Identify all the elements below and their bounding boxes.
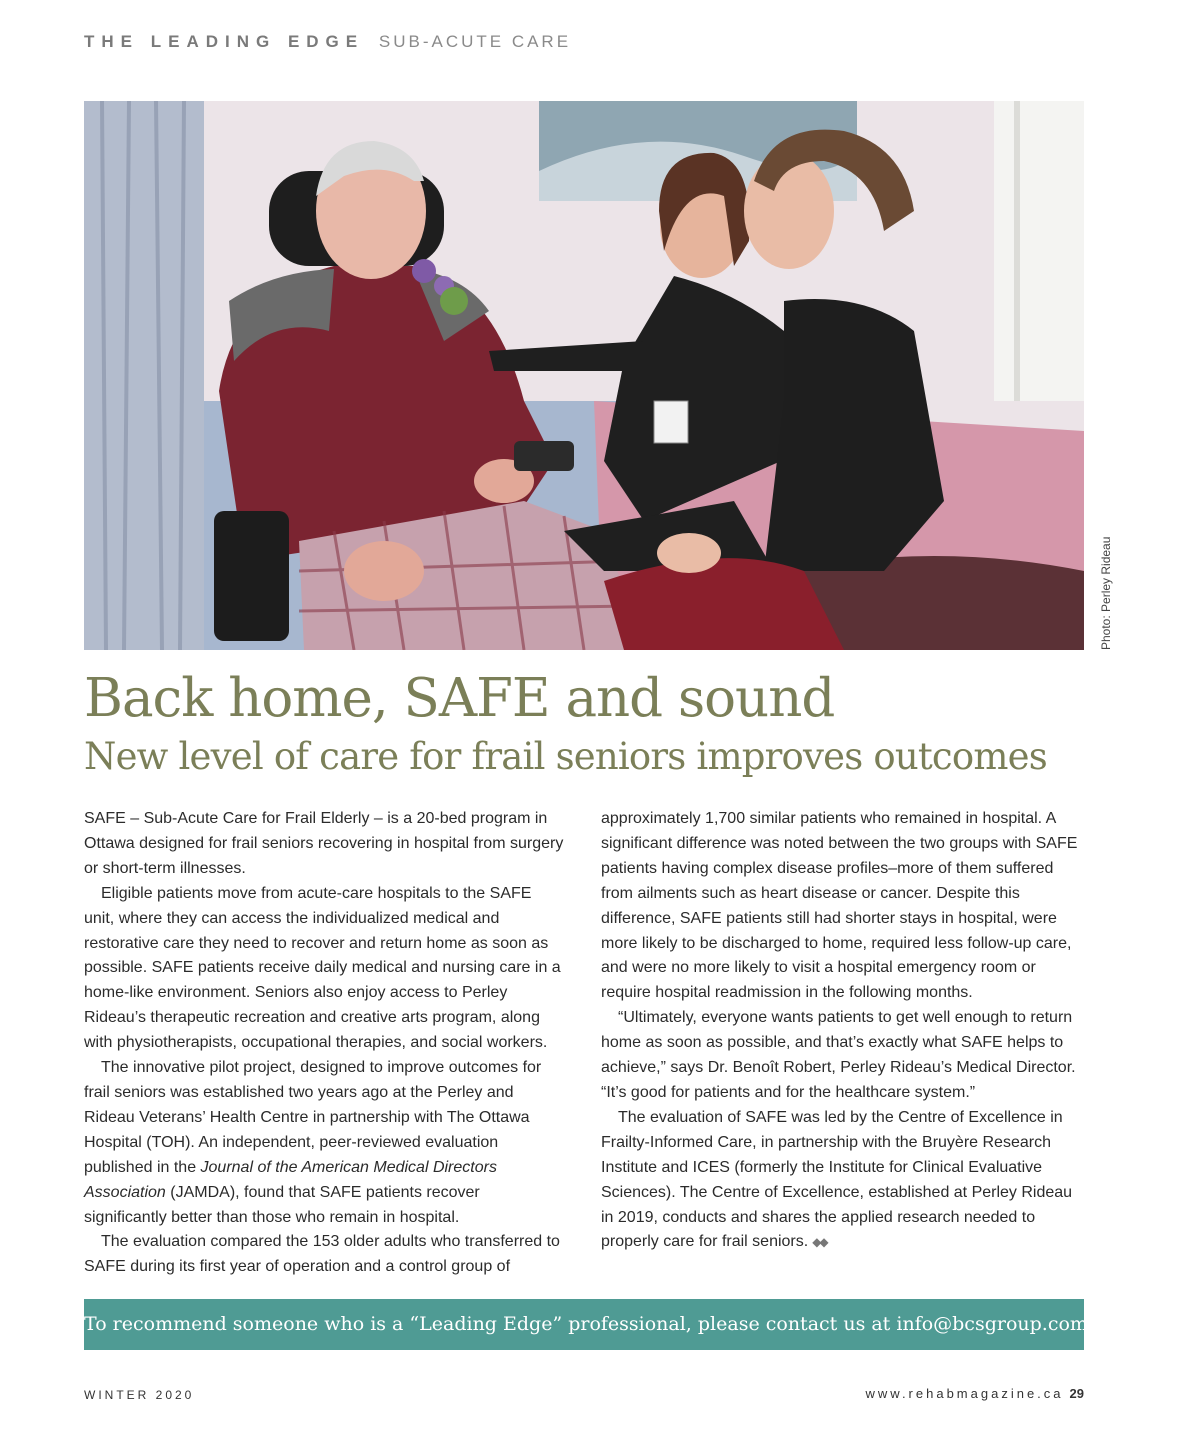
article-column-right [601,807,1086,1255]
issue-label: WINTER 2020 [84,1388,195,1402]
paragraph [601,1106,1086,1255]
journal-title: Journal of the American Medical Directors Association [84,1158,497,1201]
photo-credit: Photo: Perley Rideau [1099,536,1113,650]
paragraph [84,1056,564,1230]
paragraph: “Ultimately, everyone wants patients to get well enough to return home as soon as possible, and that’s exactly what SAFE helps to achieve,” says Dr. Benoît Robert, Perley Rideau’s Medical Director. “It’s good for patients and for the healthcare system.” [601,1009,1076,1101]
article-photo [84,101,1084,650]
paragraph-text: The innovative pilot project, designed to improve outcomes for frail seniors was established two years ago at the Perley and Rideau Veterans’ Health Centre in partnership with The Ottawa Hospital (TOH). An independent, peer-reviewed evaluation published in the [84,1059,542,1176]
paragraph-text: (JAMDA), found that SAFE patients recover significantly better than those who remain in hospital. [84,1183,480,1226]
end-of-article-icon: ◆◆ [812,1235,827,1250]
running-header [84,32,571,52]
page-footer [866,1386,1085,1401]
article-headline: Back home, SAFE and sound [84,668,835,729]
paragraph: SAFE – Sub-Acute Care for Frail Elderly – is a 20-bed program in Ottawa designed for frail seniors recovering in hospital from surgery or short-term illnesses. [84,810,564,877]
section-label: SUB-ACUTE CARE [378,32,572,51]
paragraph: approximately 1,700 similar patients who remained in hospital. A significant difference was noted between the two groups with SAFE patients having complex disease profiles–more of them suffered from ailments such as heart disease or cancer. Despite this difference, SAFE patients still had shorter stays in hospital, were more likely to be discharged to home, required less follow-up care, and were no more likely to visit a hospital emergency room or require hospital readmission in the following months. [601,810,1078,1002]
paragraph: The evaluation compared the 153 older adults who transferred to SAFE during its first year of operation and a control group of [84,1233,560,1276]
paragraph: Eligible patients move from acute-care hospitals to the SAFE unit, where they can access the individualized medical and restorative care they need to recover and return home as soon as possible. SAFE patients receive daily medical and nursing care in a home-like environment. Seniors also enjoy access to Perley Rideau’s therapeutic recreation and creative arts program, along with physiotherapists, occupational therapies, and social workers. [84,884,561,1052]
photo-illustration [84,101,1084,650]
article-column-left [84,807,564,1280]
website-link[interactable]: www.rehabmagazine.ca [865,1386,1064,1401]
magazine-section-brand: THE LEADING EDGE [84,32,365,51]
article-subhead: New level of care for frail seniors improves outcomes [84,735,1047,778]
contact-banner: To recommend someone who is a “Leading Edge” professional, please contact us at info@bcsgroup.com [84,1299,1084,1350]
page-number: 29 [1069,1386,1084,1401]
paragraph-text: The evaluation of SAFE was led by the Centre of Excellence in Frailty-Informed Care, in partnership with the Bruyère Research Institute and ICES (formerly the Institute for Clinical Evaluative Sciences). The Centre of Excellence, established at Perley Rideau in 2019, conducts and shares the applied research needed to properly care for frail seniors. [601,1108,1073,1251]
